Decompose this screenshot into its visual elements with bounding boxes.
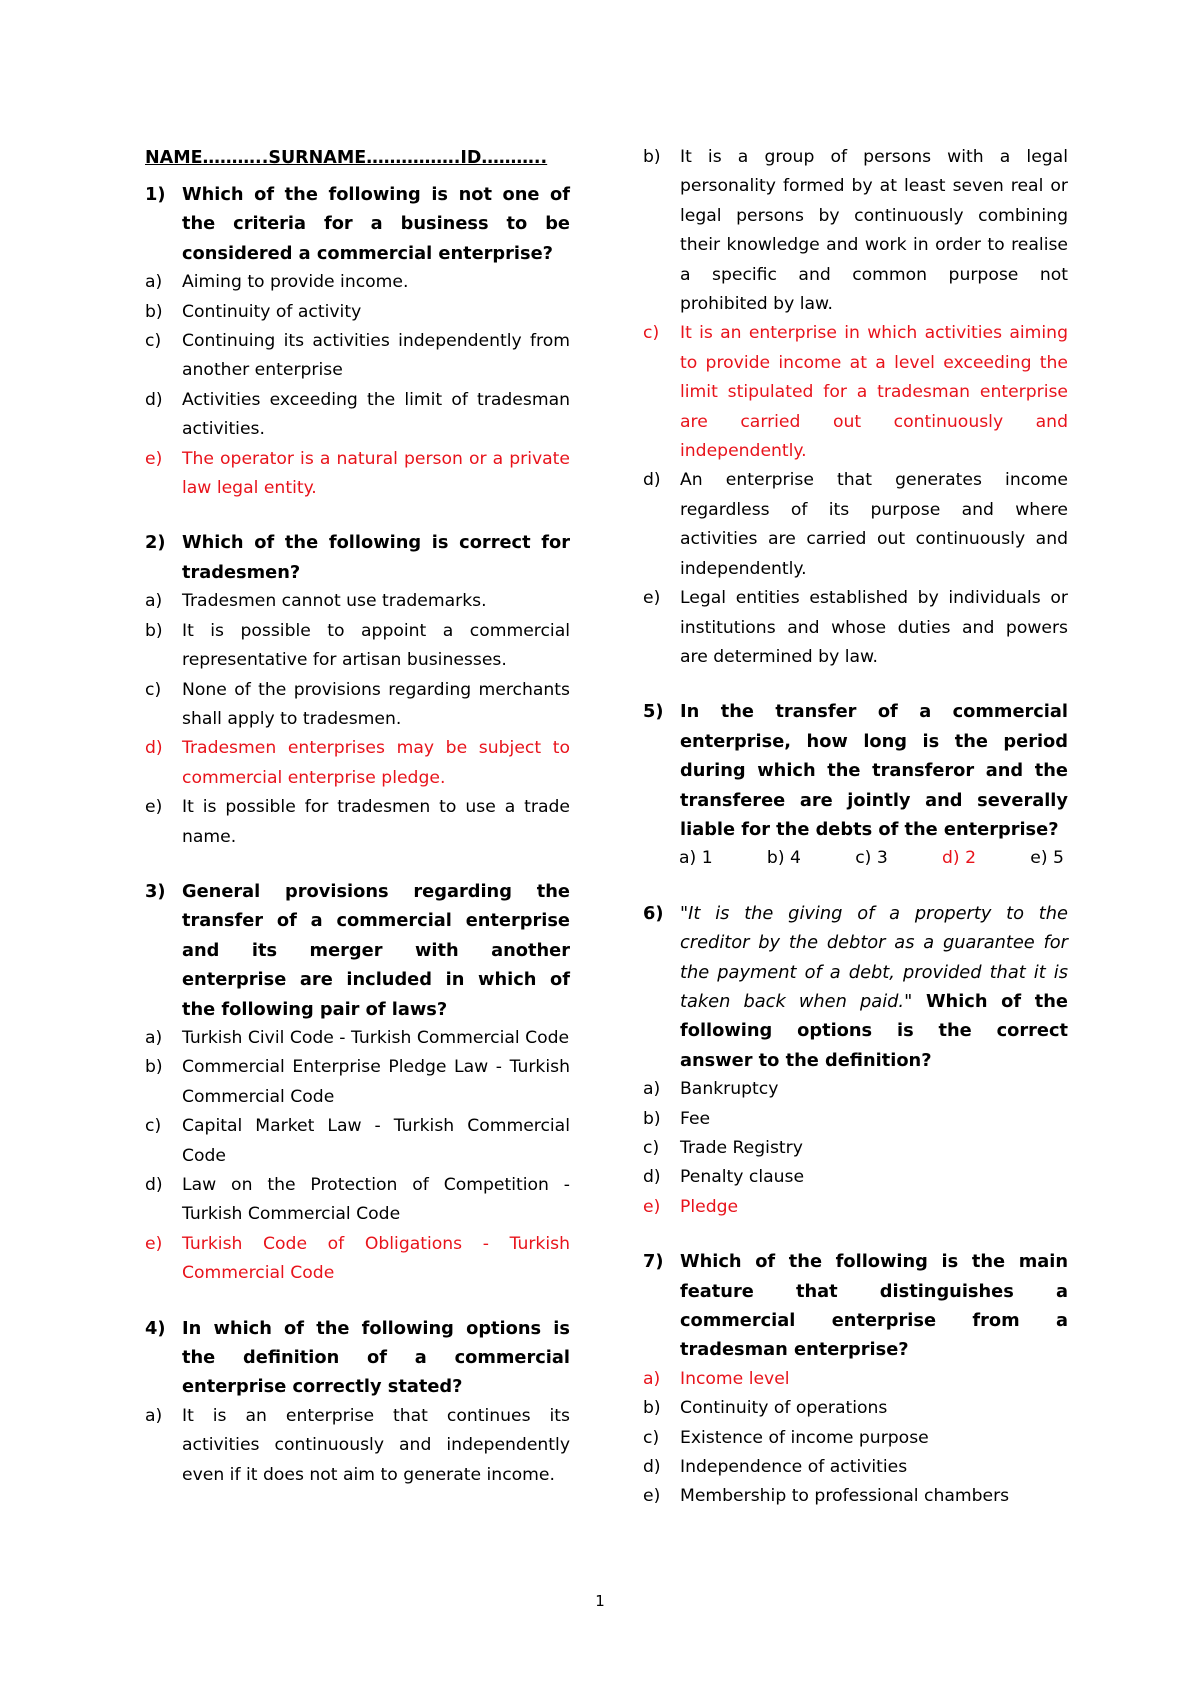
question-2 bbox=[145, 528, 570, 851]
option-b[interactable] bbox=[643, 143, 1068, 319]
question-prompt: Which of the following options is the correct answer to the definition? bbox=[680, 990, 1068, 1071]
option-text: 1 bbox=[701, 848, 713, 869]
question-4 bbox=[145, 1314, 570, 1490]
question-text: Which of the following is the main feature that distinguishes a commercial enterprise from a tradesman enterprise? bbox=[680, 1251, 1068, 1361]
option-letter: e) bbox=[145, 797, 163, 818]
option-text: Bankruptcy bbox=[680, 1079, 779, 1100]
options-list bbox=[145, 1024, 570, 1289]
option-d-correct[interactable] bbox=[145, 734, 570, 793]
option-text: Turkish Civil Code - Turkish Commercial Code bbox=[182, 1027, 570, 1048]
option-letter: c) bbox=[145, 679, 162, 700]
question-4-options-continued bbox=[643, 143, 1068, 672]
option-letter: a) bbox=[679, 848, 697, 869]
option-letter: a) bbox=[643, 1368, 661, 1389]
option-c[interactable] bbox=[145, 676, 570, 735]
question-text: General provisions regarding the transfer of a commercial enterprise and its merger with another enterprise are included in which of the following pair of laws? bbox=[182, 880, 570, 1020]
question-text: Which of the following is not one of the criteria for a business to be considered a commercial enterprise? bbox=[182, 184, 570, 264]
option-letter: e) bbox=[643, 588, 661, 609]
option-letter: c) bbox=[145, 331, 162, 352]
option-letter: d) bbox=[145, 738, 163, 759]
option-text: It is possible to appoint a commercial representative for artisan businesses. bbox=[182, 620, 570, 671]
options-list bbox=[145, 587, 570, 852]
option-text: Continuity of operations bbox=[680, 1398, 888, 1419]
option-letter: b) bbox=[145, 1057, 163, 1078]
option-text: Tradesmen cannot use trademarks. bbox=[182, 591, 487, 612]
option-text: Membership to professional chambers bbox=[680, 1486, 1010, 1507]
option-letter: b) bbox=[643, 147, 661, 167]
option-letter: d) bbox=[145, 389, 163, 410]
option-c[interactable] bbox=[145, 327, 570, 386]
option-text: It is possible for tradesmen to use a trade name. bbox=[182, 797, 570, 847]
option-letter: c) bbox=[643, 1427, 660, 1448]
option-b[interactable] bbox=[767, 844, 801, 873]
option-b[interactable] bbox=[643, 1394, 1068, 1423]
option-a[interactable] bbox=[643, 1075, 1068, 1104]
option-a[interactable] bbox=[145, 587, 570, 616]
option-e-correct[interactable] bbox=[643, 1193, 1068, 1222]
option-c[interactable] bbox=[643, 1134, 1068, 1163]
options-list bbox=[643, 1075, 1068, 1222]
option-letter: a) bbox=[643, 1079, 661, 1100]
option-a[interactable] bbox=[145, 268, 570, 297]
option-letter: a) bbox=[145, 272, 163, 293]
question-number: 1) bbox=[145, 184, 166, 205]
option-letter: a) bbox=[145, 1027, 163, 1048]
option-text: None of the provisions regarding merchants shall apply to tradesmen. bbox=[182, 679, 570, 729]
option-c[interactable] bbox=[145, 1112, 570, 1171]
option-text: Continuing its activities independently from another enterprise bbox=[182, 331, 570, 381]
option-e-correct[interactable] bbox=[145, 1230, 570, 1289]
question-5 bbox=[643, 697, 1068, 873]
option-letter: b) bbox=[145, 301, 163, 322]
option-e[interactable] bbox=[643, 1482, 1068, 1511]
option-letter: a) bbox=[145, 1405, 163, 1426]
question-number: 5) bbox=[643, 701, 664, 723]
option-text: Law on the Protection of Competition - Turkish Commercial Code bbox=[182, 1175, 570, 1225]
option-text: Turkish Code of Obligations - Turkish Commercial Code bbox=[182, 1233, 570, 1284]
option-d[interactable] bbox=[643, 1163, 1068, 1192]
option-letter: b) bbox=[766, 848, 785, 869]
option-b[interactable] bbox=[643, 1105, 1068, 1134]
name-surname-id-header: NAME………..SURNAME…………….ID……….. bbox=[145, 148, 548, 168]
left-column bbox=[145, 143, 570, 1515]
option-letter: e) bbox=[643, 1486, 661, 1507]
option-letter: d) bbox=[145, 1175, 163, 1195]
option-text: Fee bbox=[680, 1108, 711, 1129]
option-a[interactable] bbox=[679, 844, 713, 873]
right-column bbox=[643, 143, 1068, 1537]
option-letter: d) bbox=[643, 1457, 661, 1478]
option-letter: d) bbox=[643, 470, 661, 491]
option-text: Tradesmen enterprises may be subject to commercial enterprise pledge. bbox=[182, 738, 570, 788]
option-text: Capital Market Law - Turkish Commercial Code bbox=[182, 1116, 570, 1166]
option-d[interactable] bbox=[643, 466, 1068, 584]
option-b[interactable] bbox=[145, 617, 570, 676]
option-text: 5 bbox=[1053, 848, 1064, 869]
option-e-correct[interactable] bbox=[145, 445, 570, 504]
question-3 bbox=[145, 877, 570, 1289]
option-text: Commercial Enterprise Pledge Law - Turkish Commercial Code bbox=[182, 1057, 570, 1107]
question-1 bbox=[145, 180, 570, 503]
options-list bbox=[145, 268, 570, 503]
option-letter: a) bbox=[145, 591, 163, 612]
question-text: Which of the following is correct for tradesmen? bbox=[182, 532, 570, 583]
option-text: Pledge bbox=[680, 1196, 739, 1217]
inline-options bbox=[643, 844, 1068, 873]
option-letter: c) bbox=[145, 1116, 162, 1137]
option-text: Legal entities established by individuals or institutions and whose duties and powers are determined by law. bbox=[680, 588, 1068, 667]
question-number: 6) bbox=[643, 902, 664, 924]
options-list bbox=[643, 1365, 1068, 1512]
option-letter: e) bbox=[643, 1196, 661, 1217]
question-number: 3) bbox=[145, 880, 166, 902]
option-letter: c) bbox=[855, 848, 872, 869]
option-letter: d) bbox=[942, 848, 960, 869]
question-number: 2) bbox=[145, 532, 166, 554]
question-7 bbox=[643, 1247, 1068, 1512]
option-text: Income level bbox=[680, 1368, 790, 1389]
question-6 bbox=[643, 899, 1068, 1222]
option-letter: b) bbox=[145, 620, 163, 641]
option-c-correct[interactable] bbox=[643, 319, 1068, 466]
question-text: In which of the following options is the definition of a commercial enterprise correctly stated? bbox=[182, 1317, 570, 1398]
option-text: 2 bbox=[965, 848, 977, 869]
question-text bbox=[680, 899, 1068, 1075]
option-text: Continuity of activity bbox=[182, 301, 362, 322]
option-text: Penalty clause bbox=[680, 1167, 805, 1188]
options-list bbox=[145, 1402, 570, 1490]
option-text: Trade Registry bbox=[680, 1138, 803, 1158]
option-letter: b) bbox=[643, 1108, 661, 1129]
option-letter: d) bbox=[643, 1167, 661, 1188]
option-c[interactable] bbox=[855, 844, 888, 873]
question-number: 7) bbox=[643, 1251, 664, 1273]
option-a[interactable] bbox=[145, 1024, 570, 1053]
option-a-correct[interactable] bbox=[643, 1365, 1068, 1394]
option-c[interactable] bbox=[643, 1424, 1068, 1453]
question-number: 4) bbox=[145, 1317, 166, 1339]
option-text: An enterprise that generates income regardless of its purpose and where activities are carried out continuously and independently. bbox=[680, 470, 1068, 579]
option-d-correct[interactable] bbox=[942, 844, 976, 873]
option-text: The operator is a natural person or a private law legal entity. bbox=[182, 448, 570, 499]
option-b[interactable] bbox=[145, 298, 570, 327]
option-text: It is a group of persons with a legal personality formed by at least seven real or legal persons by continuously combining their knowledge and work in order to realise a specific and common purpose not prohibited by law. bbox=[680, 147, 1068, 315]
option-e[interactable] bbox=[1030, 844, 1064, 873]
option-letter: e) bbox=[1030, 848, 1048, 869]
option-e[interactable] bbox=[643, 584, 1068, 672]
option-text: Independence of activities bbox=[680, 1457, 908, 1478]
option-letter: e) bbox=[145, 1233, 163, 1254]
option-d[interactable] bbox=[145, 1171, 570, 1230]
option-text: Existence of income purpose bbox=[680, 1427, 929, 1448]
option-letter: c) bbox=[643, 323, 660, 344]
option-text: 3 bbox=[876, 848, 888, 869]
question-text: In the transfer of a commercial enterprise, how long is the period during which the transferor and the transferee are jointly and severally liable for the debts of the enterprise? bbox=[680, 701, 1068, 840]
option-letter: b) bbox=[643, 1398, 661, 1419]
option-b[interactable] bbox=[145, 1053, 570, 1112]
option-text: 4 bbox=[790, 848, 801, 869]
option-letter: c) bbox=[643, 1138, 660, 1158]
definition-quote: "It is the giving of a property to the creditor by the debtor as a guarantee for the payment of a debt, provided that it is taken back when paid." bbox=[680, 902, 1068, 1012]
option-d[interactable] bbox=[643, 1453, 1068, 1482]
option-e[interactable] bbox=[145, 793, 570, 852]
option-text: It is an enterprise that continues its activities continuously and independently even if it does not aim to generate income. bbox=[182, 1405, 570, 1485]
option-text: It is an enterprise in which activities aiming to provide income at a level exceeding the limit stipulated for a tradesman enterprise are carried out continuously and independently. bbox=[680, 323, 1068, 462]
option-text: Aiming to provide income. bbox=[182, 272, 409, 293]
page-number: 1 bbox=[595, 1592, 605, 1610]
option-d[interactable] bbox=[145, 386, 570, 445]
option-a[interactable] bbox=[145, 1402, 570, 1490]
option-text: Activities exceeding the limit of tradesman activities. bbox=[182, 389, 570, 440]
option-letter: e) bbox=[145, 448, 163, 469]
